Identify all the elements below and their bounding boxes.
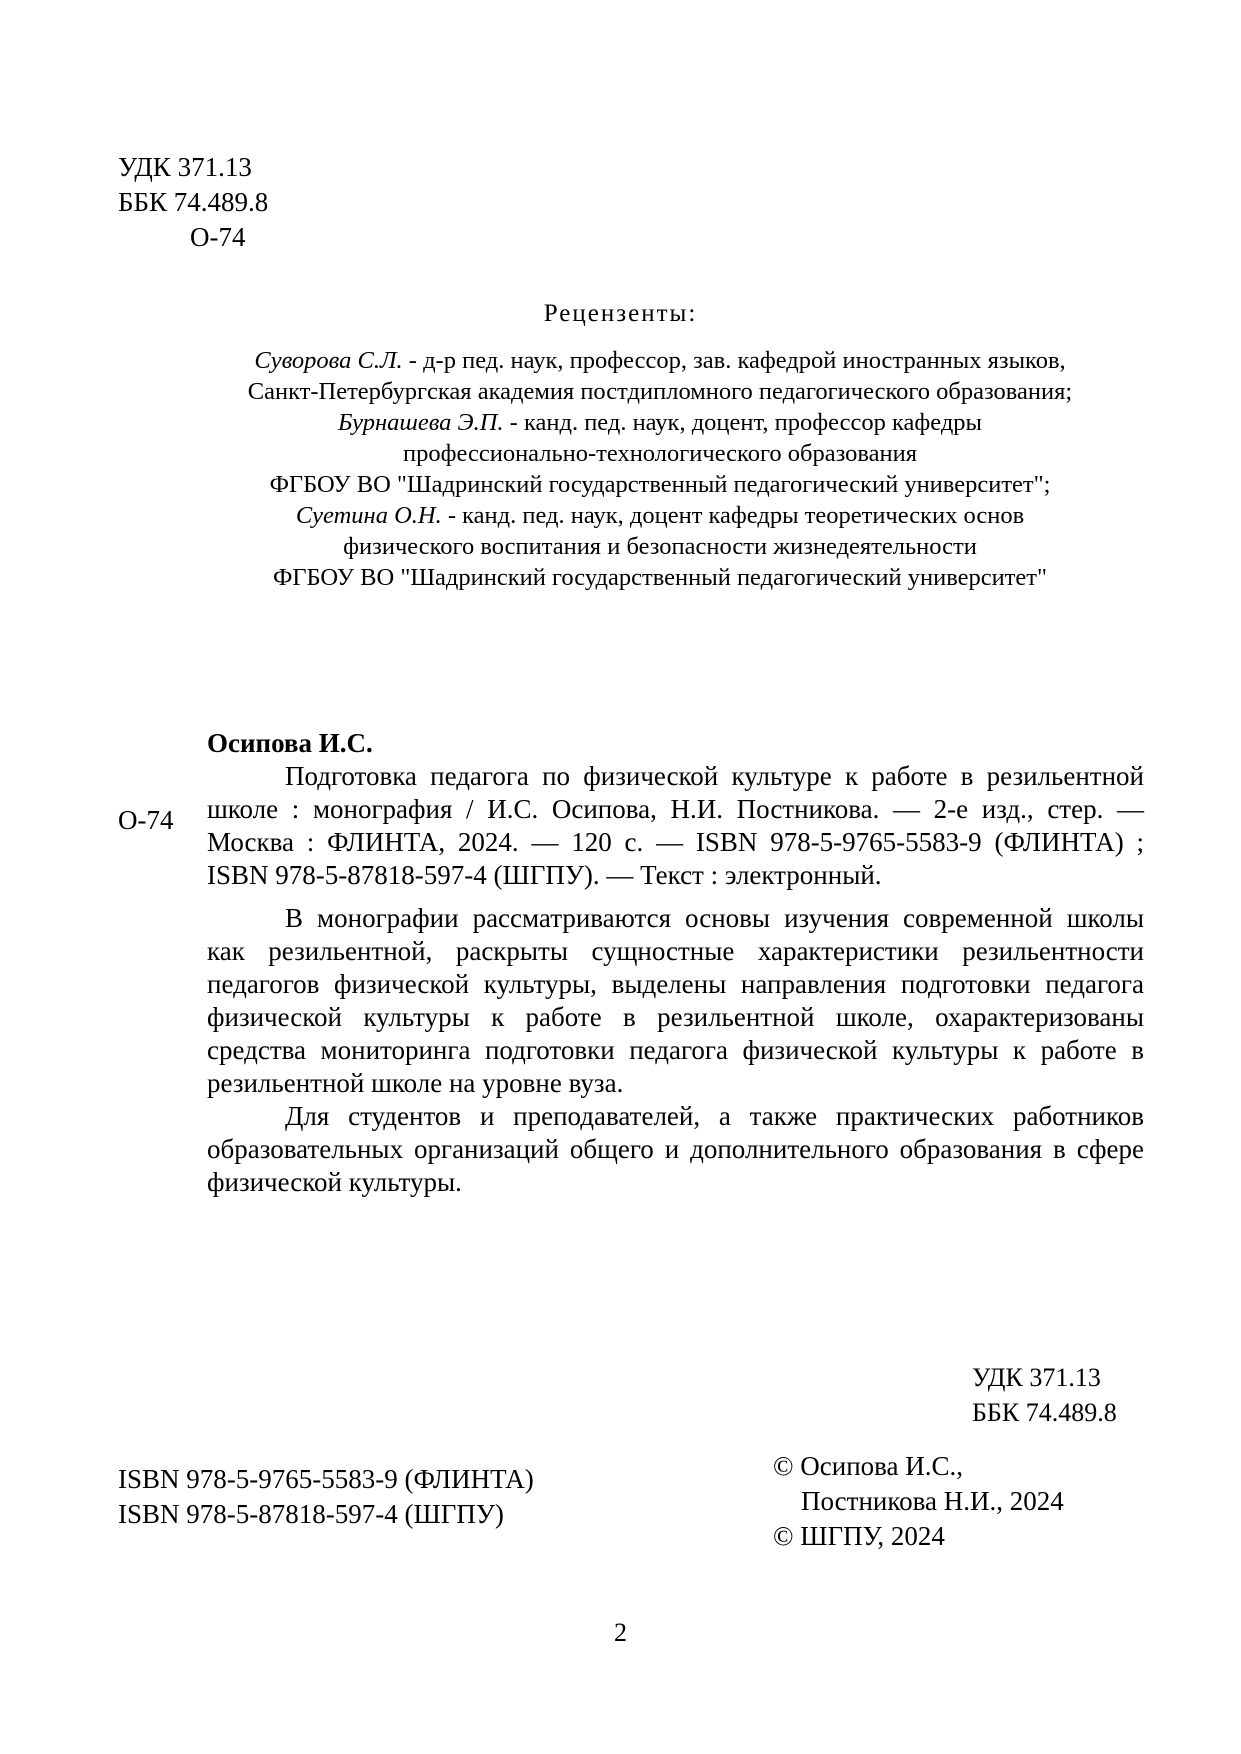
isbn-flinta: ISBN 978-5-9765-5583-9 (ФЛИНТА): [118, 1464, 534, 1494]
author-heading: Осипова И.С.: [207, 728, 373, 758]
bbk-code: ББК 74.489.8: [118, 187, 269, 217]
udk-code: УДК 371.13: [972, 1363, 1101, 1392]
copyright-notice: [773, 1449, 1064, 1554]
bibliographic-description: Подготовка педагога по физической культуре к работе в резильентной школе : монография / И.С. Осипова, Н.И. Постникова. — 2-е изд., стер. — Москва : ФЛИНТА, 2024. — 120 с. — ISBN 978-5-9765-5583-9 (ФЛИНТА) ; ISBN 978-5-87818-597-4 (ШГПУ). — Текст : электронный.: [207, 761, 1144, 890]
reviewer-line: Санкт-Петербургская академия постдипломного педагогического образования;: [247, 378, 1073, 405]
reviewer-line: Бурнашева Э.П. - канд. пед. наук, доцент, профессор кафедры: [337, 409, 982, 436]
reviewers-heading: Рецензенты:: [543, 300, 698, 327]
reviewer-line: физического воспитания и безопасности жизнедеятельности: [343, 533, 977, 560]
reviewer-line: ФГБОУ ВО "Шадринский государственный педагогический университет": [272, 564, 1048, 591]
copyright-line: Постникова Н.И., 2024: [801, 1486, 1064, 1516]
cutter-code-side: О-74: [118, 805, 174, 835]
reviewer-name: Бурнашева Э.П.: [337, 409, 504, 436]
copyright-line: © ШГПУ, 2024: [773, 1521, 945, 1551]
reviewer-line: Суетина О.Н. - канд. пед. наук, доцент кафедры теоретических основ: [295, 502, 1025, 529]
cutter-code: О-74: [190, 222, 246, 252]
reviewer-line: ФГБОУ ВО "Шадринский государственный педагогический университет";: [269, 471, 1051, 498]
reviewer-line: Суворова С.Л. - д-р пед. наук, профессор, зав. кафедрой иностранных языков,: [254, 347, 1066, 374]
audience-paragraph: Для студентов и преподавателей, а также практических работников образовательных организаций общего и дополнительного образования в сфере физической культуры.: [207, 1101, 1144, 1197]
bibliographic-record: [207, 727, 1144, 1199]
isbn-shgpu: ISBN 978-5-87818-597-4 (ШГПУ): [118, 1499, 504, 1529]
reviewers-list: [190, 345, 1130, 593]
classification-codes-top: [118, 150, 268, 255]
page-number: 2: [614, 1618, 627, 1647]
bbk-code: ББК 74.489.8: [972, 1398, 1117, 1427]
reviewer-name: Суетина О.Н.: [295, 502, 442, 529]
copyright-line: © Осипова И.С.,: [773, 1451, 964, 1481]
abstract-paragraph: В монографии рассматриваются основы изучения современной школы как резильентной, раскрыты сущностные характеристики резильентности педагогов физической культуры, выделены направления подготовки педагога физической культуры к работе в резильентной школе, охарактеризованы средства мониторинга подготовки педагога физической культуры к работе в резильентной школе на уровне вуза.: [207, 903, 1144, 1098]
reviewer-name: Суворова С.Л.: [254, 347, 403, 374]
reviewer-line: профессионально-технологического образования: [402, 440, 918, 467]
udk-code: УДК 371.13: [118, 152, 252, 182]
isbn-list: [118, 1462, 534, 1532]
classification-codes-bottom: [972, 1360, 1117, 1430]
